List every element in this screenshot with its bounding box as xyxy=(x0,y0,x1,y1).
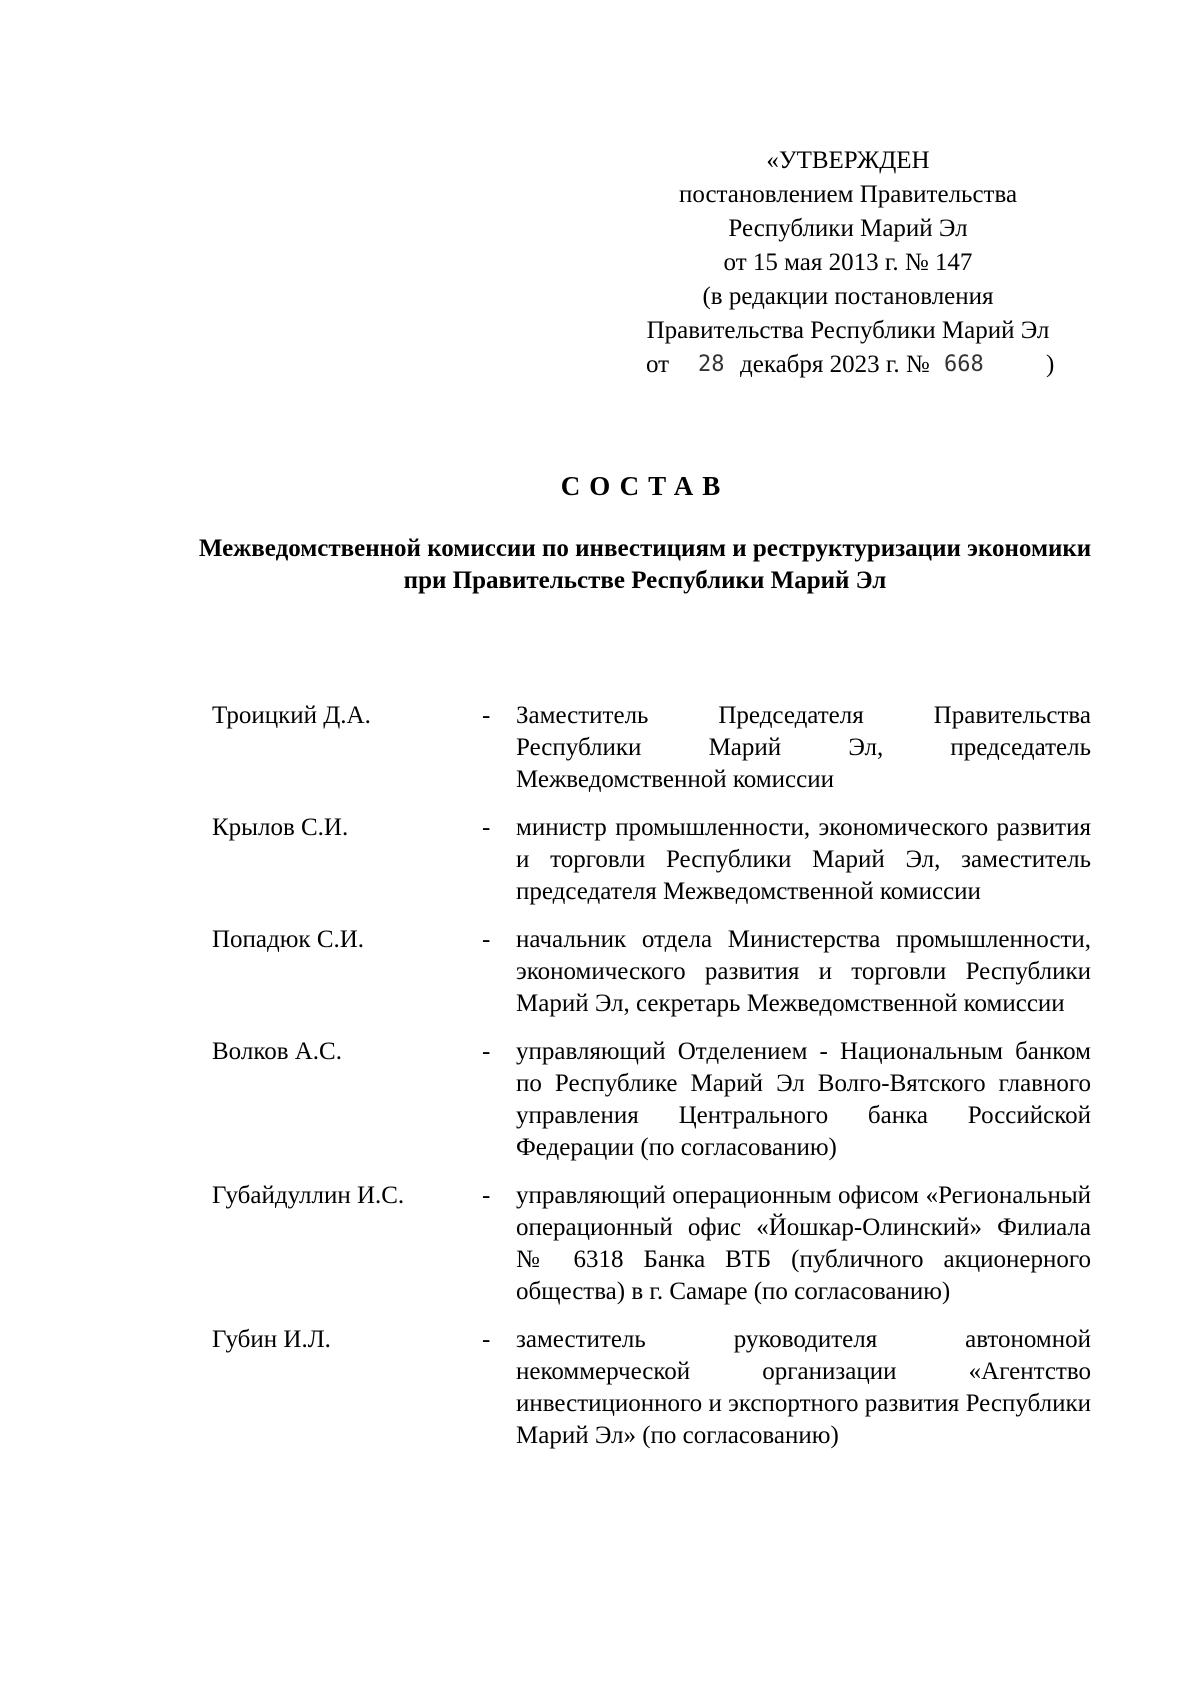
member-dash: - xyxy=(482,814,491,841)
member-role: Заместитель Председателя Правительства Республики Марий Эл, председатель Межведомственной комиссии xyxy=(516,702,1091,793)
document-heading: СОСТАВ xyxy=(560,471,730,501)
member-role: управляющий операционным офисом «Региональный операционный офис «Йошкар-Олинский» Филиала № 6318 Банка ВТБ (публичного акционерного общества) в г. Самаре (по согласованию) xyxy=(516,1182,1091,1305)
member-role: управляющий Отделением - Национальным банком по Республике Марий Эл Волго-Вятского главного управления Центрального банка Российской Федерации (по согласованию) xyxy=(516,1038,1091,1161)
date-prefix: от xyxy=(646,351,670,378)
member-role: министр промышленности, экономического развития и торговли Республики Марий Эл, заместитель председателя Межведомственной комиссии xyxy=(516,814,1091,905)
member-name: Троицкий Д.А. xyxy=(212,702,371,729)
approval-line-original-date: от 15 мая 2013 г. № 147 xyxy=(723,249,973,276)
member-name: Волков А.С. xyxy=(212,1038,342,1065)
date-rest: декабря 2023 г. № xyxy=(740,351,930,378)
member-row xyxy=(212,700,1092,796)
member-row xyxy=(212,1036,1092,1164)
member-dash: - xyxy=(482,702,491,729)
approval-line-amendment-date xyxy=(588,348,1108,382)
approval-line-edition: (в редакции постановления xyxy=(702,283,994,310)
member-row xyxy=(212,1324,1092,1452)
approval-block xyxy=(588,144,1108,382)
date-number: 668 xyxy=(944,352,984,377)
member-name: Попадюк С.И. xyxy=(212,926,365,953)
member-role: заместитель руководителя автономной некоммерческой организации «Агентство инвестиционного и экспортного развития Республики Марий Эл» (по согласованию) xyxy=(516,1326,1091,1449)
member-name: Губайдуллин И.С. xyxy=(212,1182,405,1209)
member-role: начальник отдела Министерства промышленности, экономического развития и торговли Республики Марий Эл, секретарь Межведомственной комиссии xyxy=(516,926,1091,1017)
members-list xyxy=(212,700,1092,1468)
document-subtitle: Межведомственной комиссии по инвестициям и реструктуризации экономики при Правительстве Республики Марий Эл xyxy=(198,535,1092,594)
member-name: Крылов С.И. xyxy=(212,814,349,841)
approval-line-republic: Республики Марий Эл xyxy=(728,215,968,242)
member-row xyxy=(212,812,1092,908)
member-dash: - xyxy=(482,926,491,953)
member-row xyxy=(212,1180,1092,1308)
member-dash: - xyxy=(482,1182,491,1209)
date-close-paren: ) xyxy=(1046,351,1055,378)
member-dash: - xyxy=(482,1326,491,1353)
approval-line-government: Правительства Республики Марий Эл xyxy=(646,317,1050,344)
approval-line-by-resolution: постановлением Правительства xyxy=(678,181,1018,208)
member-row xyxy=(212,924,1092,1020)
member-dash: - xyxy=(482,1038,491,1065)
member-name: Губин И.Л. xyxy=(212,1326,331,1353)
approval-line-approved: «УТВЕРЖДЕН xyxy=(766,147,930,174)
date-day: 28 xyxy=(698,352,725,377)
